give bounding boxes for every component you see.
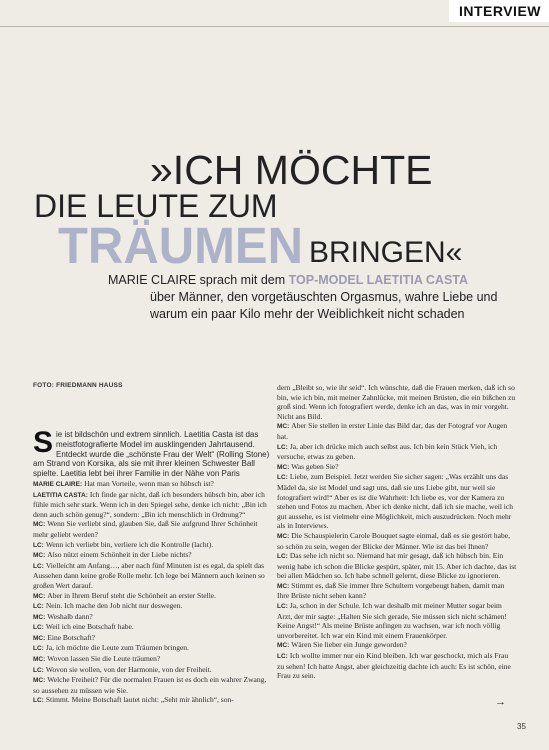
interview-paragraph — [33, 561, 273, 591]
speaker-label: LC: — [33, 666, 44, 674]
paragraph-text: Liebe, zum Beispiel. Jetzt werden Sie sicher sagen: „Was erzählt uns das Mädel da, sie ist Model und sagt uns, daß sie uns Liebe gibt, nur weil sie fotografiert wird!“ Aber es ist die Wahrheit: Ich liebe es, vor der Kamera zu stehen und Fotos zu machen. Aber ich denke nicht, daß ich sie mache, weil ich gut aussehe, es ist vielmehr eine Möglichkeit, mich auszudrücken. Noch mehr als in Interviews. — [277, 472, 513, 531]
paragraph-text: Das sehe ich nicht so. Niemand hat mir gesagt, daß ich hübsch bin. Ein wenig habe ich schon die Blicke gespürt, später, mit 15. Aber ich dachte, das ist bei allen Mädchen so. Ich habe schnell gelernt, diese Blicke zu ignorieren. — [277, 551, 517, 581]
interview-qa-right — [277, 383, 517, 681]
paragraph-text: Hat man Vorteile, wenn man so hübsch ist? — [84, 478, 214, 488]
speaker-label: MC: — [33, 634, 46, 642]
speaker-label: MC: — [33, 521, 46, 529]
interview-paragraph — [33, 633, 273, 644]
interview-paragraph — [33, 490, 273, 520]
paragraph-text: Also nützt einem Schönheit in der Liebe nichts? — [47, 550, 192, 560]
interview-paragraph — [33, 665, 273, 676]
paragraph-text: Wären Sie lieber ein Junge geworden? — [291, 640, 407, 650]
headline-line-3 — [58, 218, 462, 274]
speaker-label: LC: — [277, 474, 288, 482]
article-column-left — [33, 426, 273, 706]
paragraph-text: Wenn ich verliebt bin, verliere ich die Kontrolle (lacht). — [45, 539, 214, 549]
speaker-label: LC: — [277, 553, 288, 561]
interview-paragraph — [277, 601, 517, 640]
interview-paragraph — [33, 540, 273, 551]
paragraph-text: Weil ich eine Botschaft habe. — [45, 622, 134, 632]
speaker-label: LC: — [277, 443, 288, 451]
article-column-right — [277, 383, 517, 681]
speaker-label: LC: — [33, 624, 44, 632]
speaker-label: LC: — [33, 645, 44, 653]
speaker-label: MC: — [33, 677, 46, 685]
headline-line-1: »ICH MÖCHTE — [150, 147, 433, 193]
photo-credit: FOTO: FRIEDMANN HAUSS — [33, 382, 123, 389]
headline-highlight-word: TRÄUMEN — [58, 217, 303, 275]
headline-end-word: BRINGEN« — [308, 236, 463, 269]
paragraph-text: dern „Bleibt so, wie ihr seid“. Ich wünschte, daß die Frauen merken, daß ich so bin, wie ich bin, mit meiner Zahnlücke, mit meinen Brüsten, die ein bißchen zu groß sind. Wenn ich fotografiert werde, denke ich an das, was in mir vorgeht. Nicht ans Bild. — [277, 383, 516, 421]
interview-paragraph — [33, 550, 273, 561]
interview-paragraph — [33, 519, 273, 539]
interview-paragraph — [277, 551, 517, 581]
interview-paragraph — [33, 695, 273, 706]
interview-paragraph — [33, 654, 273, 665]
interview-paragraph — [277, 383, 517, 421]
speaker-label: LC: — [33, 562, 44, 570]
interview-paragraph — [33, 675, 273, 695]
paragraph-text: Wovon lassen Sie die Leute träumen? — [47, 654, 161, 664]
paragraph-text: Stimmt. Meine Botschaft lautet nicht: „Seht mir ähnlich“, son- — [45, 695, 234, 705]
interview-paragraph — [277, 442, 517, 462]
interview-paragraph — [33, 612, 273, 623]
speaker-label: MC: — [277, 463, 290, 471]
speaker-label: MC: — [277, 642, 290, 650]
interview-paragraph — [277, 581, 517, 601]
speaker-label: MC: — [277, 532, 290, 540]
paragraph-text: Stimmt es, daß Sie immer Ihre Schultern vorgebeugt haben, damit man Ihre Brüste nicht sehen kann? — [277, 580, 505, 601]
page-number: 35 — [517, 722, 526, 731]
speaker-label: LC: — [277, 603, 288, 611]
paragraph-text: Welche Freiheit? Für die normalen Frauen ist es doch ein wahrer Zwang, so aussehen zu müssen wie Sie. — [33, 675, 267, 695]
paragraph-text: Ja, schon in der Schule. Ich war deshalb mit meiner Mutter sogar beim Arzt, der mir sagte: „Halten Sie sich gerade, Sie müssen sich nicht schämen! Keine Angst!“ Als meine Brüste anfingen zu wachsen, war ich noch völlig unvorbereitet. Ich war ein Kind mit einem Frauenkörper. — [277, 601, 507, 640]
paragraph-text: Nein. Ich mache den Job nicht nur deswegen. — [45, 601, 183, 611]
speaker-label: MC: — [33, 656, 46, 664]
section-label: INTERVIEW — [449, 0, 549, 22]
deck-model-name: TOP-MODEL LAETITIA CASTA — [288, 273, 469, 287]
interview-paragraph — [277, 421, 517, 441]
interview-paragraph — [277, 462, 517, 473]
speaker-label: MC: — [33, 613, 46, 621]
interview-paragraph — [33, 622, 273, 633]
paragraph-text: Wovon sie wollen, von der Harmonie, von der Freiheit. — [45, 664, 212, 674]
interview-qa-left — [33, 479, 273, 706]
deck-line-2: über Männer, den vorgetäuschten Orgasmus, wahre Liebe und — [150, 290, 498, 304]
speaker-label: LC: — [33, 541, 44, 549]
speaker-label: MC: — [33, 592, 46, 600]
interview-paragraph — [277, 651, 517, 681]
paragraph-text: Aber Sie stellen in erster Linie das Bild dar, das der Fotograf vor Augen hat. — [277, 421, 508, 441]
interview-paragraph — [277, 531, 517, 551]
drop-cap: S — [33, 426, 54, 459]
deck-subheadline — [108, 272, 528, 323]
paragraph-text: Die Schauspielerin Carole Bouquet sagte einmal, daß es sie gestört habe, so schön zu sein, wegen der Blicke der Männer. Wie ist das bei Ihnen? — [277, 530, 510, 551]
deck-line-3: warum ein paar Kilo mehr der Weiblichkeit nicht schaden — [150, 307, 465, 321]
interview-paragraph — [33, 601, 273, 612]
interview-paragraph — [277, 472, 517, 531]
speaker-label: MC: — [33, 552, 46, 560]
speaker-label: LAETITIA CASTA: — [33, 491, 88, 499]
speaker-label: LC: — [33, 603, 44, 611]
section-divider — [0, 26, 549, 27]
interview-paragraph — [33, 479, 273, 490]
speaker-label: MC: — [277, 423, 290, 431]
speaker-label: MC: — [277, 582, 290, 590]
speaker-label: MARIE CLAIRE: — [33, 480, 83, 488]
deck-lead: MARIE CLAIRE sprach mit dem — [108, 273, 286, 287]
continue-arrow-icon: → — [495, 696, 506, 708]
interview-paragraph — [33, 591, 273, 602]
paragraph-text: Ja, ich möchte die Leute zum Träumen bringen. — [45, 643, 189, 653]
interview-paragraph — [33, 643, 273, 654]
interview-paragraph — [277, 640, 517, 651]
paragraph-text: Eine Botschaft? — [47, 632, 95, 642]
paragraph-text: Weshalb dann? — [47, 611, 93, 621]
headline-line-2: DIE LEUTE ZUM — [34, 188, 278, 224]
paragraph-text: Was geben Sie? — [291, 461, 339, 471]
paragraph-text: Ja, aber ich drücke mich auch selbst aus. Ich bin kein Stück Vieh, ich versuche, etwas zu geben. — [277, 441, 498, 462]
intro-paragraph — [33, 426, 273, 479]
speaker-label: LC: — [277, 653, 288, 661]
speaker-label: LC: — [33, 697, 44, 705]
paragraph-text: Ich finde gar nicht, daß ich besonders hübsch bin, aber ich fühle mich sehr stark. Wenn ich in den Spiegel sehe, denke ich nicht: „Bin ich denn auch schön genug?“, sondern: „Bin ich menschlich in Ordnung?“ — [33, 489, 267, 519]
paragraph-text: Vielleicht am Anfang…, aber nach fünf Minuten ist es egal, da spielt das Aussehen dann keine große Rolle mehr. Ich lege bei Männern auch keinen so großen Wert darauf. — [33, 560, 265, 590]
paragraph-text: Ich wollte immer nur ein Kind bleiben. Ich war geschockt, mich als Frau zu sehen! Ich hatte Angst, aber gleichzeitig dachte ich auch: Es ist schön, eine Frau zu sein. — [277, 651, 511, 681]
paragraph-text: Wenn Sie verliebt sind, glauben Sie, daß Sie aufgrund Ihrer Schönheit mehr geliebt werden? — [33, 519, 258, 539]
intro-text: ie ist bildschön und extrem sinnlich. Laetitia Casta ist das meistfotografierte Model im ausklingenden Jahrtausend. Entdeckt wurde die „schönste Frau der Welt“ (Rolling Stone) am Strand von Korsika, als sie mit ihrer kleinen Schwester Ball spielte. Laetitia lebt bei ihrer Familie in der Nähe von Paris — [33, 430, 270, 479]
paragraph-text: Aber in Ihrem Beruf steht die Schönheit an erster Stelle. — [47, 590, 216, 600]
